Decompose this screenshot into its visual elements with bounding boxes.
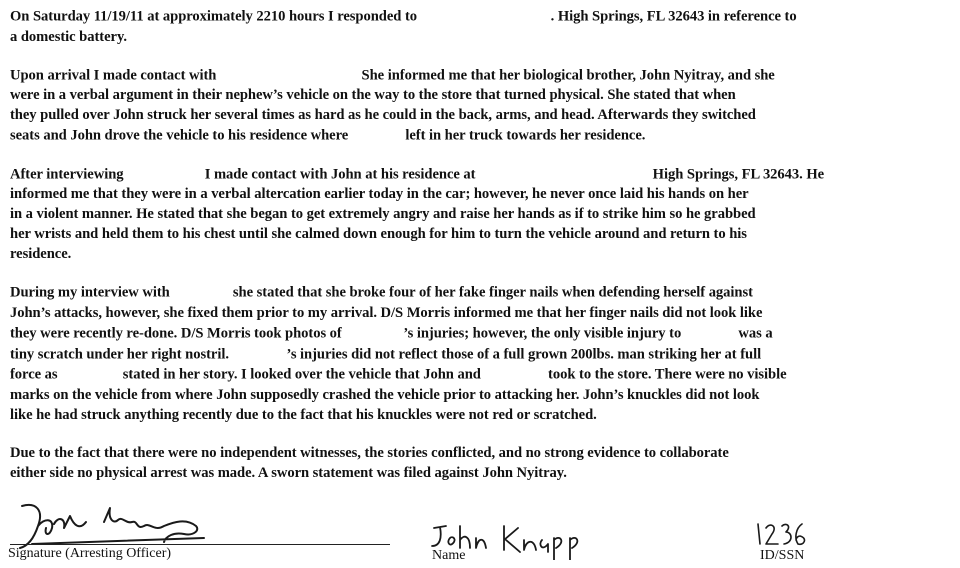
report-paragraph [10, 443, 954, 483]
report-text: she stated that she broke four of her fake finger nails when defending herself against [229, 284, 753, 301]
report-line [10, 224, 954, 244]
report-line [10, 385, 954, 405]
report-line [10, 323, 954, 344]
report-line [10, 164, 954, 185]
report-text: left in her truck towards her residence. [401, 127, 646, 144]
report-text: . High Springs, FL 32643 in reference to [550, 8, 797, 25]
report-text: Upon arrival I made contact with [10, 67, 220, 84]
signature-label: Signature (Arresting Officer) [8, 546, 172, 561]
report-line [10, 303, 954, 323]
report-line [10, 65, 954, 86]
signature-block [0, 492, 960, 568]
report-line [10, 105, 954, 125]
report-text: like he had struck anything recently due to the fact that his knuckles were not red or scratched. [10, 406, 597, 423]
report-line [10, 27, 954, 47]
report-text: stated in her story. I looked over the vehicle that John and [119, 366, 485, 383]
report-text: During my interview with [10, 284, 174, 301]
report-text: were in a verbal argument in their nephew’s vehicle on the way to the store that turned physical. She stated that when [10, 87, 736, 104]
report-text: tiny scratch under her right nostril. [10, 346, 233, 363]
report-text: took to the store. There were no visible [544, 366, 787, 383]
report-line [10, 364, 954, 385]
report-line [10, 443, 954, 463]
redacted-text [421, 6, 551, 21]
name-label: Name [432, 548, 466, 563]
report-text: her wrists and held them to his chest until she calmed down enough for him to turn the vehicle around and return to his [10, 226, 747, 243]
redacted-text [127, 164, 201, 179]
report-text: seats and John drove the vehicle to his residence where [10, 127, 352, 144]
redacted-text [345, 323, 403, 338]
report-text: they pulled over John struck her several times as hard as he could in the back, arms, and head. Afterwards they switched [10, 107, 756, 124]
report-text: ’s injuries did not reflect those of a full grown 200lbs. man striking her at full [286, 346, 762, 363]
report-line [10, 244, 954, 264]
report-text: either side no physical arrest was made. A sworn statement was filed against John Nyitray. [10, 464, 567, 481]
report-line [10, 184, 954, 204]
report-text: Due to the fact that there were no independent witnesses, the stories conflicted, and no strong evidence to collaborate [10, 444, 729, 461]
report-text: residence. [10, 246, 72, 263]
handwritten-id [752, 518, 812, 548]
redacted-text [484, 364, 544, 379]
id-label: ID/SSN [760, 548, 805, 563]
report-text: She informed me that her biological brother, John Nyitray, and she [357, 67, 775, 84]
report-line [10, 6, 954, 27]
report-line [10, 85, 954, 105]
report-text: High Springs, FL 32643. He [649, 166, 825, 183]
redacted-text [220, 65, 358, 80]
report-text: a domestic battery. [10, 28, 127, 45]
report-line [10, 204, 954, 224]
report-line [10, 282, 954, 303]
report-paragraph [10, 65, 954, 146]
redacted-text [479, 164, 649, 179]
report-text: was a [734, 325, 773, 342]
report-paragraph [10, 282, 954, 424]
report-text: informed me that they were in a verbal altercation earlier today in the car; however, he never once laid his hands on her [10, 186, 749, 203]
report-paragraph [10, 164, 954, 265]
redacted-text [233, 344, 287, 359]
report-line [10, 344, 954, 365]
redacted-text [61, 364, 119, 379]
report-line [10, 405, 954, 425]
report-text: force as [10, 366, 62, 383]
report-text: ’s injuries; however, the only visible injury to [403, 325, 685, 342]
report-body [10, 6, 954, 483]
report-paragraph [10, 6, 954, 47]
report-text: marks on the vehicle from where John supposedly crashed the vehicle prior to attacking her. John’s knuckles did not look [10, 386, 760, 403]
report-text: I made contact with John at his residence at [201, 166, 480, 183]
report-text: they were recently re-done. D/S Morris took photos of [10, 325, 346, 342]
report-text: John’s attacks, however, she fixed them prior to my arrival. D/S Morris informed me that her finger nails did not look like [10, 304, 763, 321]
signature-line [10, 544, 390, 545]
report-text: in a violent manner. He stated that she began to get extremely angry and raise her hands as if to strike him so he grabbed [10, 206, 756, 223]
report-line [10, 125, 954, 146]
redacted-text [685, 323, 735, 338]
report-text: On Saturday 11/19/11 at approximately 2210 hours I responded to [10, 8, 421, 25]
redacted-text [173, 282, 229, 297]
redacted-text [352, 125, 402, 140]
report-line [10, 463, 954, 483]
report-text: After interviewing [10, 166, 128, 183]
